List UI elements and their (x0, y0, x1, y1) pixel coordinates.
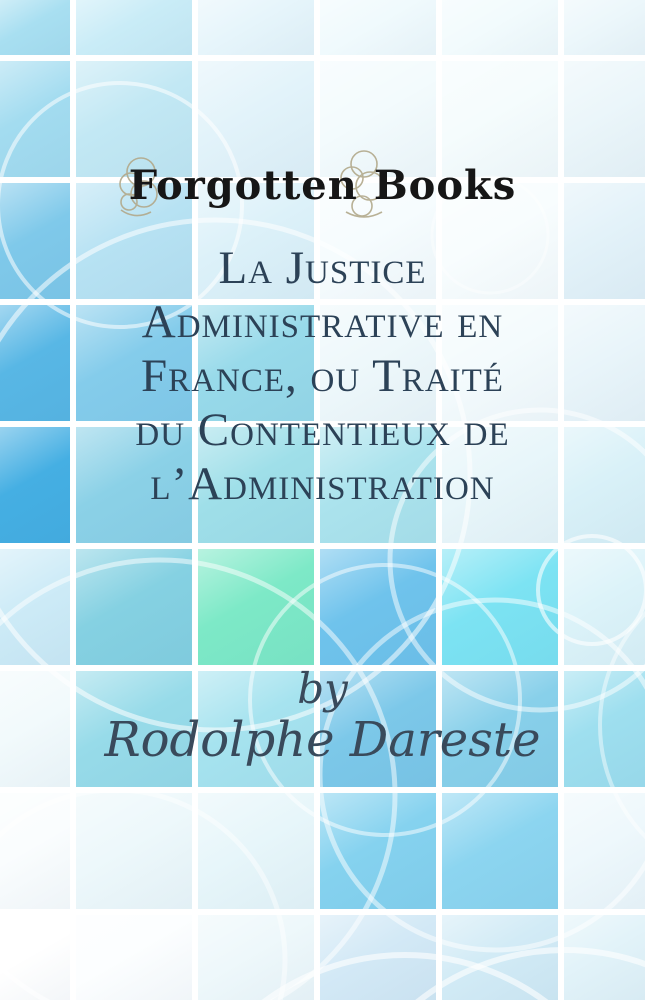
publisher-logo-text (129, 162, 517, 210)
title-line-3: France, ou Traité (141, 350, 504, 402)
title-line-5: l’Administration (150, 458, 495, 510)
title-line-4: du Contentieux de (135, 404, 510, 456)
publisher-logo-word2: Books (373, 162, 517, 209)
title-line-2: Administrative en (141, 296, 504, 348)
title-line-1: La Justice (218, 242, 427, 294)
book-title (0, 241, 645, 511)
author-name: Rodolphe Dareste (104, 712, 541, 768)
byline: by (297, 664, 348, 713)
publisher-logo-word1: Forgotten (128, 162, 358, 209)
publisher-logo (0, 162, 645, 210)
